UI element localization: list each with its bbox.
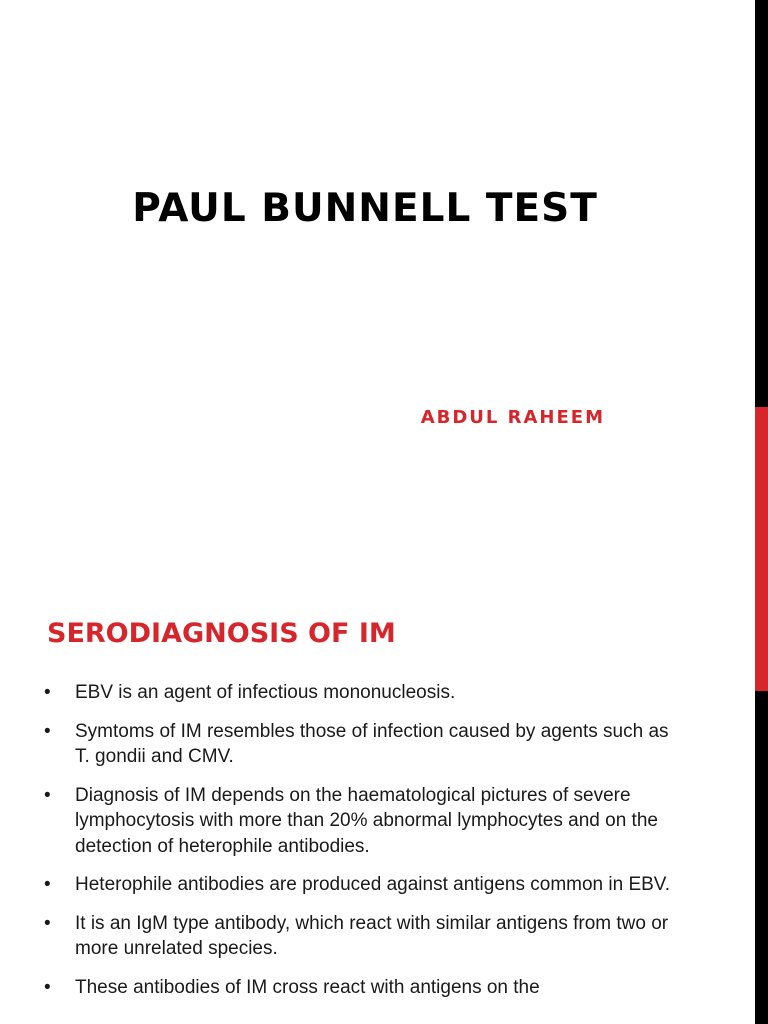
slide-heading: SERODIAGNOSIS OF IM: [47, 618, 396, 649]
bullet-icon: •: [44, 912, 51, 934]
bullet-item: [44, 783, 684, 860]
bullet-icon: •: [44, 976, 51, 998]
bullet-item: [44, 680, 684, 706]
bullet-list: [44, 680, 684, 1013]
bullet-icon: •: [44, 720, 51, 742]
bullet-text: Symtoms of IM resembles those of infection caused by agents such as T. gondii and CMV.: [75, 720, 669, 767]
bullet-item: [44, 911, 684, 962]
slide-title: PAUL BUNNELL TEST: [132, 186, 598, 231]
bullet-item: [44, 975, 684, 1001]
slide-accent-bar: [755, 407, 768, 691]
bullet-text: It is an IgM type antibody, which react with similar antigens from two or more unrelated species.: [75, 912, 669, 959]
bullet-icon: •: [44, 784, 51, 806]
bullet-text: EBV is an agent of infectious mononucleosis.: [75, 682, 456, 703]
content-slide: [0, 592, 755, 1024]
author-name: ABDUL RAHEEM: [420, 407, 605, 428]
viewer-scrollbar[interactable]: [755, 0, 768, 1024]
bullet-text: Diagnosis of IM depends on the haematological pictures of severe lymphocytosis with more than 20% abnormal lymphocytes and on the detection of heterophile antibodies.: [75, 784, 658, 857]
bullet-icon: •: [44, 874, 51, 895]
bullet-text: These antibodies of IM cross react with antigens on the: [75, 976, 540, 998]
bullet-item: [44, 719, 684, 770]
bullet-item: [44, 872, 684, 898]
bullet-icon: •: [44, 682, 51, 703]
bullet-text: Heterophile antibodies are produced against antigens common in EBV.: [75, 874, 671, 895]
